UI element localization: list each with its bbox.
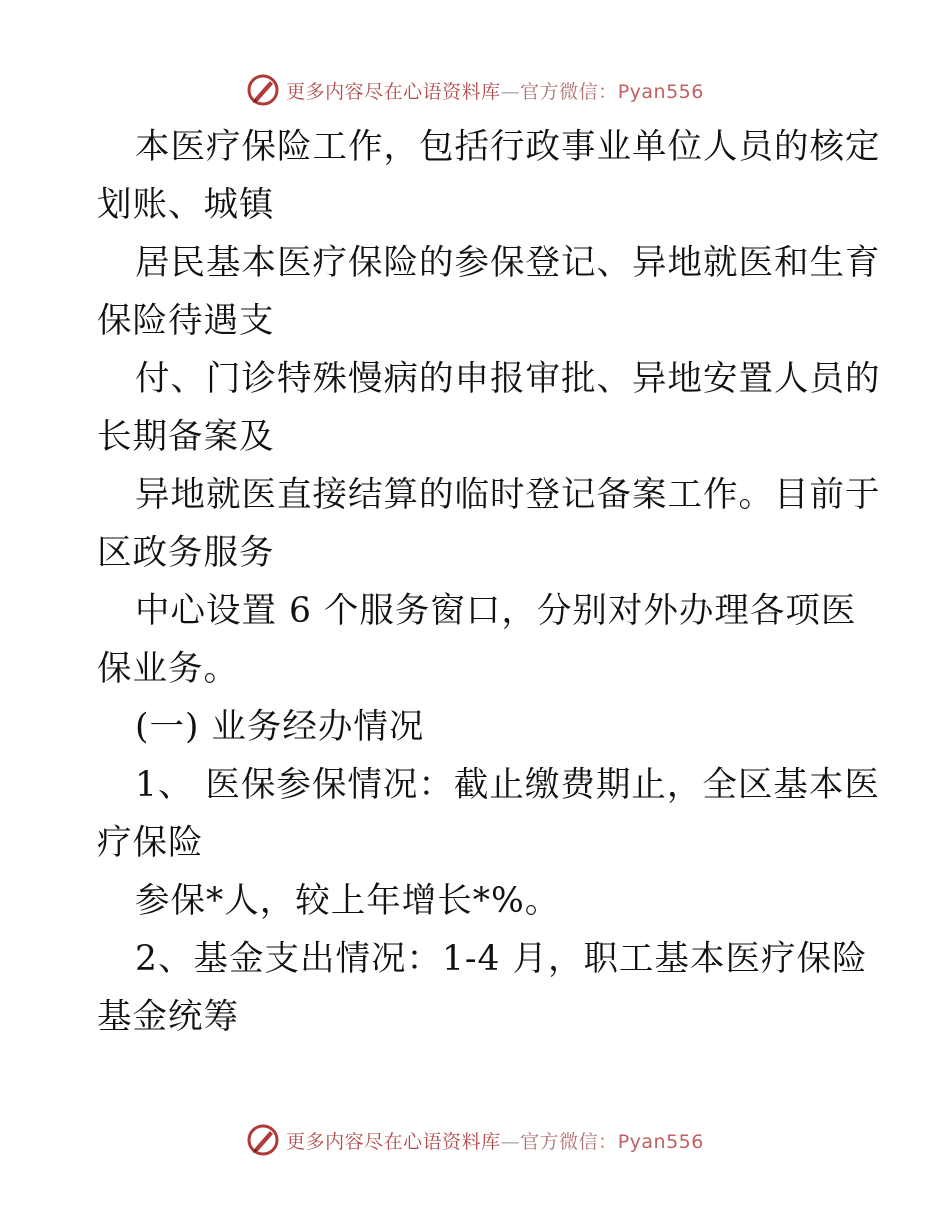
footer-watermark: [0, 1120, 950, 1160]
text-line: 疗保险: [97, 823, 204, 863]
text-line: 居民基本医疗保险的参保登记、异地就医和生育: [135, 243, 881, 283]
text-line: 付、门诊特殊慢病的申报审批、异地安置人员的: [135, 359, 881, 399]
text-line: 2、基金支出情况：1-4 月，职工基本医疗保险: [135, 939, 868, 979]
text-line: 1、 医保参保情况：截止缴费期止，全区基本医: [135, 765, 880, 805]
text-line: 区政务服务: [97, 533, 275, 573]
text-line: 中心设置 6 个服务窗口，分别对外办理各项医: [135, 591, 857, 631]
text-line: 划账、城镇: [97, 185, 275, 225]
text-line: 异地就医直接结算的临时登记备案工作。目前于: [135, 475, 881, 515]
watermark-text: 更多内容尽在心语资料库—官方微信：Pyan556: [286, 1130, 704, 1153]
pen-logo-icon: [246, 73, 280, 107]
text-line: 保险待遇支: [97, 301, 275, 341]
text-line: 保业务。: [97, 649, 239, 689]
header-watermark: [0, 70, 950, 110]
document-body: [97, 118, 881, 1046]
pen-logo-icon: [246, 1123, 280, 1157]
text-line: 本医疗保险工作，包括行政事业单位人员的核定: [135, 127, 881, 167]
text-line: 参保*人，较上年增长*%。: [135, 881, 561, 921]
text-line: 长期备案及: [97, 417, 275, 457]
watermark-text: 更多内容尽在心语资料库—官方微信：Pyan556: [286, 80, 704, 103]
text-line: (一) 业务经办情况: [135, 707, 425, 747]
text-line: 基金统筹: [97, 997, 239, 1037]
